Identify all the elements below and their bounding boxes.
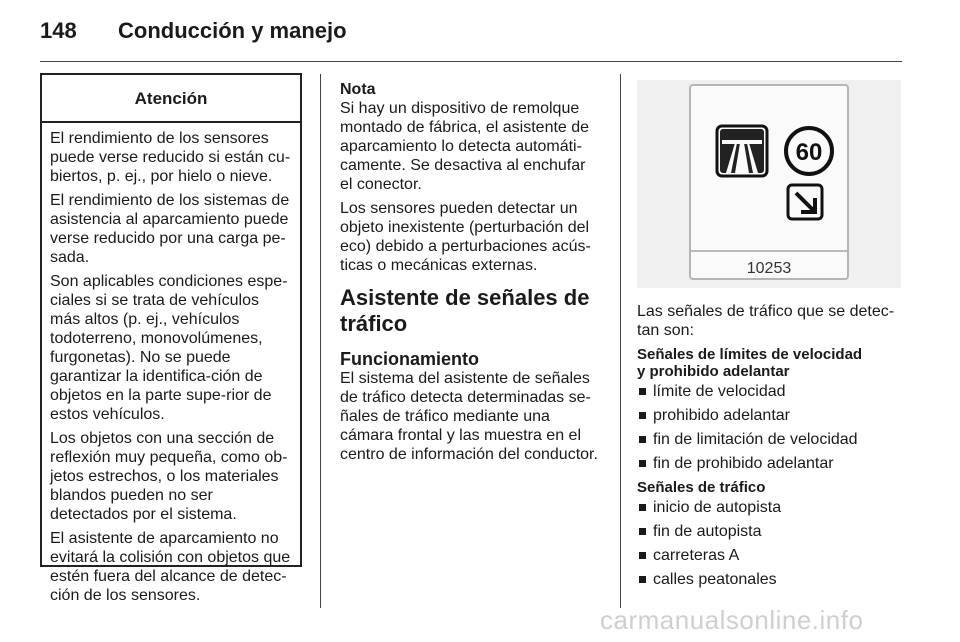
- group1-list: [637, 382, 907, 473]
- right-column: [637, 302, 907, 594]
- column-divider-right: [620, 74, 621, 608]
- list-item: calles peatonales: [637, 570, 907, 589]
- page-title: Conducción y manejo: [118, 18, 347, 43]
- section-paragraph: El sistema del asistente de señales de tráfico detecta determinadas se-ñales de tráfico mediante una cámara frontal y las muestra en el centro de información del conductor.: [340, 370, 598, 463]
- list-item: fin de prohibido adelantar: [637, 454, 907, 473]
- warning-paragraph: El rendimiento de los sensores puede verse reducido si están cu-biertos, p. ej., por hielo o nieve.: [50, 130, 291, 185]
- section-heading: Asistente de señales de tráfico: [340, 285, 590, 336]
- list-item: inicio de autopista: [637, 498, 907, 517]
- warning-paragraph: Son aplicables condiciones espe-ciales si se trata de vehículos más altos (p. ej., vehículos todoterreno, monovolúmenes, furgonetas). No se puede garantizar la identifica-ción de objetos en la parte supe-rior de estos vehículos.: [50, 273, 288, 423]
- speed-limit-icon: [786, 128, 832, 174]
- speed-limit-value: 60: [795, 139, 823, 166]
- group2-title: Señales de tráfico: [637, 479, 766, 496]
- list-item: prohibido adelantar: [637, 406, 907, 425]
- note-paragraph: Los sensores pueden detectar un objeto inexistente (perturbación del eco) debido a perturbaciones acús-ticas o mecánicas externas.: [340, 200, 591, 274]
- traffic-sign-figure: [637, 80, 901, 288]
- watermark: carmanualsonline.info: [600, 605, 864, 635]
- group1-title: [637, 346, 907, 380]
- warning-paragraph: Los objetos con una sección de reflexión muy pequeña, como ob-jetos estrechos, o los materiales blandos pueden no ser detectados por el sistema.: [50, 430, 288, 523]
- note-paragraph: Si hay un dispositivo de remolque montado de fábrica, el asistente de aparcamiento lo detecta automáti-camente. Se desactiva al enchufar el conector.: [340, 100, 590, 193]
- panel-divider: [691, 250, 847, 252]
- note-label: Nota: [340, 81, 376, 98]
- warning-title: Atención: [42, 75, 300, 123]
- page-number: 148: [40, 18, 77, 43]
- header-rule: [40, 61, 902, 62]
- motorway-sign-icon: [717, 126, 767, 176]
- display-panel: [689, 84, 849, 280]
- warning-box: [40, 73, 302, 604]
- warning-paragraph: El asistente de aparcamiento no evitará la colisión con objetos que estén fuera del alcance de detec-ción de los sensores.: [50, 530, 291, 604]
- list-item: fin de autopista: [637, 522, 907, 541]
- group2-list: [637, 498, 907, 589]
- column-divider-left: [320, 74, 321, 608]
- list-item: fin de limitación de velocidad: [637, 430, 907, 449]
- page-header: [40, 18, 347, 44]
- end-of-restriction-arrow-icon: [788, 185, 822, 219]
- middle-column: [340, 80, 602, 469]
- signs-intro: Las señales de tráfico que se detec-tan son:: [637, 303, 895, 339]
- list-item: carreteras A: [637, 546, 907, 565]
- warning-paragraph: El rendimiento de los sistemas de asistencia al aparcamiento puede verse reducido por una carga pe-sada.: [50, 192, 290, 266]
- group1-title-line: Señales de límites de velocidad: [637, 346, 863, 363]
- list-item: límite de velocidad: [637, 382, 907, 401]
- figure-number: 10253: [746, 260, 792, 277]
- section-subheading: Funcionamiento: [340, 349, 479, 369]
- group1-title-line: y prohibido adelantar: [637, 363, 790, 380]
